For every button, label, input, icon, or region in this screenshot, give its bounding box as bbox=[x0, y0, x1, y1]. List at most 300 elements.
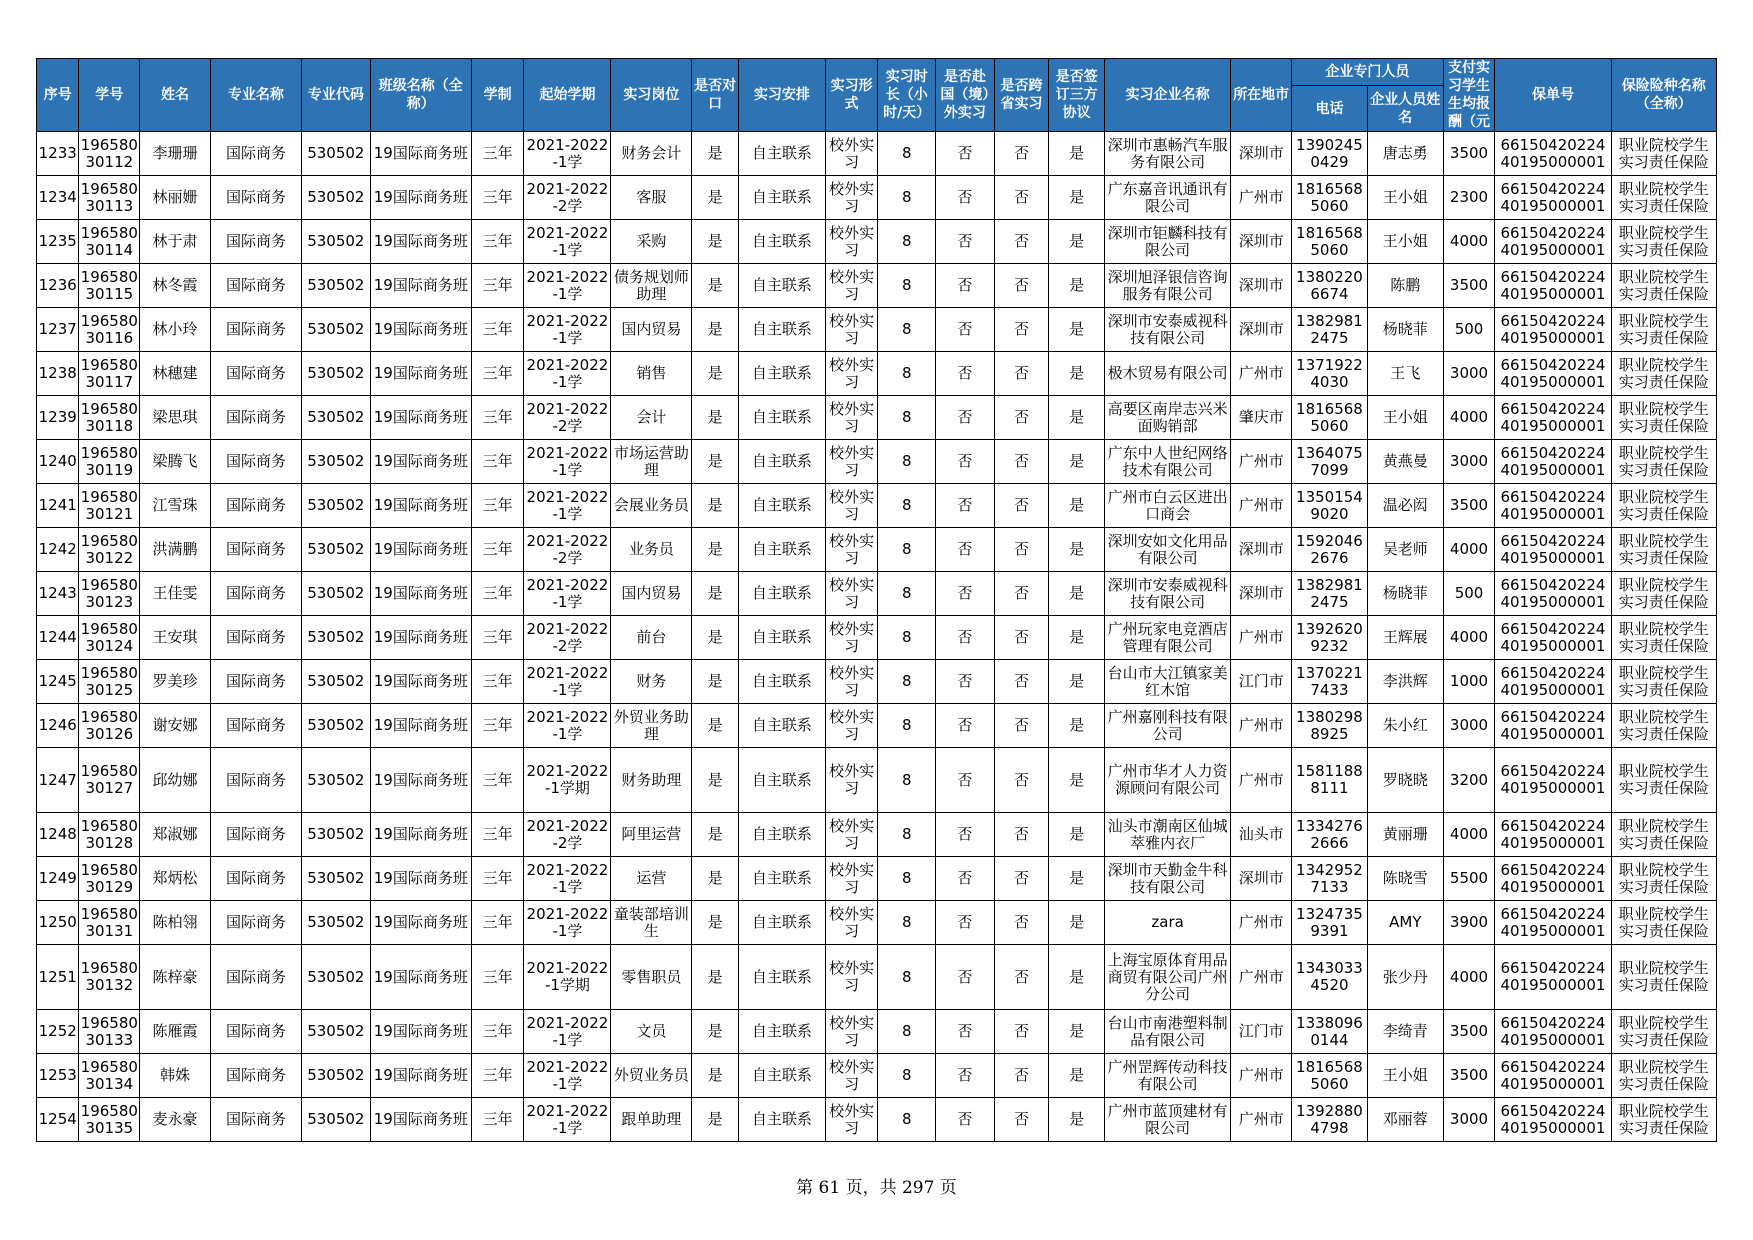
cell-contact: 吴老师 bbox=[1367, 528, 1443, 572]
cell-seq: 1244 bbox=[37, 616, 79, 660]
cell-post: 外贸业务员 bbox=[611, 1054, 692, 1098]
cell-id: 19658030126 bbox=[79, 704, 140, 748]
cell-dur: 三年 bbox=[471, 748, 524, 813]
cell-policy: 6615042022440195000001 bbox=[1495, 1054, 1611, 1098]
table-row bbox=[37, 176, 1717, 220]
cell-cls: 19国际商务班 bbox=[370, 220, 471, 264]
cell-tri: 是 bbox=[1049, 220, 1105, 264]
cell-city: 广州市 bbox=[1231, 176, 1292, 220]
table-row bbox=[37, 945, 1717, 1010]
cell-match: 是 bbox=[692, 264, 739, 308]
cell-seq: 1249 bbox=[37, 857, 79, 901]
cell-term: 2021-2022-1学 bbox=[524, 704, 611, 748]
cell-match: 是 bbox=[692, 572, 739, 616]
cell-pay: 3500 bbox=[1443, 132, 1495, 176]
cell-company: 广州嘉刚科技有限公司 bbox=[1104, 704, 1230, 748]
cell-cls: 19国际商务班 bbox=[370, 945, 471, 1010]
cell-ins: 职业院校学生实习责任保险 bbox=[1611, 132, 1716, 176]
cell-cross: 否 bbox=[994, 704, 1049, 748]
cell-dur: 三年 bbox=[471, 616, 524, 660]
cell-city: 广州市 bbox=[1231, 704, 1292, 748]
cell-policy: 6615042022440195000001 bbox=[1495, 528, 1611, 572]
cell-contact: 唐志勇 bbox=[1367, 132, 1443, 176]
cell-dur: 三年 bbox=[471, 857, 524, 901]
cell-code: 530502 bbox=[301, 440, 370, 484]
cell-city: 江门市 bbox=[1231, 1010, 1292, 1054]
cell-post: 市场运营助理 bbox=[611, 440, 692, 484]
cell-tri: 是 bbox=[1049, 132, 1105, 176]
cell-id: 19658030128 bbox=[79, 813, 140, 857]
cell-arr: 自主联系 bbox=[738, 616, 825, 660]
cell-code: 530502 bbox=[301, 220, 370, 264]
cell-match: 是 bbox=[692, 945, 739, 1010]
col-start-term: 起始学期 bbox=[524, 59, 611, 132]
cell-policy: 6615042022440195000001 bbox=[1495, 484, 1611, 528]
cell-major: 国际商务 bbox=[210, 308, 301, 352]
cell-phone: 13719224030 bbox=[1292, 352, 1368, 396]
cell-hours: 8 bbox=[878, 945, 936, 1010]
cell-arr: 自主联系 bbox=[738, 220, 825, 264]
cell-policy: 6615042022440195000001 bbox=[1495, 1098, 1611, 1142]
cell-phone: 13802988925 bbox=[1292, 704, 1368, 748]
cell-policy: 6615042022440195000001 bbox=[1495, 1010, 1611, 1054]
cell-abroad: 否 bbox=[936, 484, 995, 528]
cell-policy: 6615042022440195000001 bbox=[1495, 704, 1611, 748]
cell-hours: 8 bbox=[878, 264, 936, 308]
cell-city: 广州市 bbox=[1231, 484, 1292, 528]
cell-cross: 否 bbox=[994, 857, 1049, 901]
cell-company: 深圳市惠畅汽车服务有限公司 bbox=[1104, 132, 1230, 176]
cell-major: 国际商务 bbox=[210, 616, 301, 660]
cell-id: 19658030122 bbox=[79, 528, 140, 572]
cell-phone: 13247359391 bbox=[1292, 901, 1368, 945]
cell-term: 2021-2022-2学 bbox=[524, 176, 611, 220]
table-body bbox=[37, 132, 1717, 1142]
cell-tri: 是 bbox=[1049, 528, 1105, 572]
cell-major: 国际商务 bbox=[210, 857, 301, 901]
cell-arr: 自主联系 bbox=[738, 308, 825, 352]
cell-term: 2021-2022-1学 bbox=[524, 484, 611, 528]
cell-phone: 18165685060 bbox=[1292, 176, 1368, 220]
cell-abroad: 否 bbox=[936, 352, 995, 396]
table-row bbox=[37, 132, 1717, 176]
cell-pay: 4000 bbox=[1443, 945, 1495, 1010]
cell-major: 国际商务 bbox=[210, 1010, 301, 1054]
cell-code: 530502 bbox=[301, 396, 370, 440]
cell-tri: 是 bbox=[1049, 176, 1105, 220]
cell-hours: 8 bbox=[878, 704, 936, 748]
cell-dur: 三年 bbox=[471, 264, 524, 308]
cell-code: 530502 bbox=[301, 660, 370, 704]
cell-name: 梁腾飞 bbox=[140, 440, 211, 484]
cell-cross: 否 bbox=[994, 132, 1049, 176]
cell-id: 19658030116 bbox=[79, 308, 140, 352]
cell-phone: 15920462676 bbox=[1292, 528, 1368, 572]
cell-cls: 19国际商务班 bbox=[370, 484, 471, 528]
cell-post: 运营 bbox=[611, 857, 692, 901]
cell-form: 校外实习 bbox=[825, 176, 878, 220]
cell-hours: 8 bbox=[878, 176, 936, 220]
cell-abroad: 否 bbox=[936, 132, 995, 176]
cell-hours: 8 bbox=[878, 857, 936, 901]
cell-hours: 8 bbox=[878, 396, 936, 440]
cell-cross: 否 bbox=[994, 264, 1049, 308]
cell-pay: 3000 bbox=[1443, 1098, 1495, 1142]
cell-abroad: 否 bbox=[936, 1098, 995, 1142]
cell-id: 19658030125 bbox=[79, 660, 140, 704]
cell-code: 530502 bbox=[301, 572, 370, 616]
cell-post: 采购 bbox=[611, 220, 692, 264]
cell-match: 是 bbox=[692, 901, 739, 945]
cell-cls: 19国际商务班 bbox=[370, 440, 471, 484]
col-matched: 是否对口 bbox=[692, 59, 739, 132]
cell-dur: 三年 bbox=[471, 1010, 524, 1054]
cell-hours: 8 bbox=[878, 813, 936, 857]
cell-abroad: 否 bbox=[936, 1054, 995, 1098]
cell-id: 19658030134 bbox=[79, 1054, 140, 1098]
cell-ins: 职业院校学生实习责任保险 bbox=[1611, 945, 1716, 1010]
cell-hours: 8 bbox=[878, 308, 936, 352]
cell-ins: 职业院校学生实习责任保险 bbox=[1611, 352, 1716, 396]
cell-hours: 8 bbox=[878, 901, 936, 945]
cell-cross: 否 bbox=[994, 176, 1049, 220]
cell-city: 广州市 bbox=[1231, 440, 1292, 484]
table-row bbox=[37, 660, 1717, 704]
cell-pay: 3000 bbox=[1443, 352, 1495, 396]
cell-ins: 职业院校学生实习责任保险 bbox=[1611, 1098, 1716, 1142]
cell-company: 极木贸易有限公司 bbox=[1104, 352, 1230, 396]
cell-ins: 职业院校学生实习责任保险 bbox=[1611, 901, 1716, 945]
cell-phone: 18165685060 bbox=[1292, 396, 1368, 440]
cell-phone: 18165685060 bbox=[1292, 220, 1368, 264]
cell-tri: 是 bbox=[1049, 440, 1105, 484]
cell-name: 王佳雯 bbox=[140, 572, 211, 616]
cell-abroad: 否 bbox=[936, 396, 995, 440]
cell-id: 19658030118 bbox=[79, 396, 140, 440]
cell-arr: 自主联系 bbox=[738, 1098, 825, 1142]
cell-name: 王安琪 bbox=[140, 616, 211, 660]
cell-pay: 3000 bbox=[1443, 440, 1495, 484]
cell-tri: 是 bbox=[1049, 857, 1105, 901]
cell-cross: 否 bbox=[994, 945, 1049, 1010]
cell-match: 是 bbox=[692, 352, 739, 396]
cell-cross: 否 bbox=[994, 901, 1049, 945]
col-insurance: 保险险种名称（全称） bbox=[1611, 59, 1716, 132]
cell-code: 530502 bbox=[301, 945, 370, 1010]
cell-match: 是 bbox=[692, 308, 739, 352]
cell-ins: 职业院校学生实习责任保险 bbox=[1611, 440, 1716, 484]
cell-major: 国际商务 bbox=[210, 484, 301, 528]
cell-company: 台山市大江镇家美红木馆 bbox=[1104, 660, 1230, 704]
cell-dur: 三年 bbox=[471, 704, 524, 748]
col-duration: 学制 bbox=[471, 59, 524, 132]
cell-hours: 8 bbox=[878, 572, 936, 616]
cell-name: 林穗建 bbox=[140, 352, 211, 396]
cell-hours: 8 bbox=[878, 616, 936, 660]
cell-post: 会展业务员 bbox=[611, 484, 692, 528]
cell-tri: 是 bbox=[1049, 901, 1105, 945]
col-major-name: 专业名称 bbox=[210, 59, 301, 132]
col-city: 所在地市 bbox=[1231, 59, 1292, 132]
cell-contact: 罗晓晓 bbox=[1367, 748, 1443, 813]
cell-code: 530502 bbox=[301, 264, 370, 308]
cell-cls: 19国际商务班 bbox=[370, 748, 471, 813]
cell-id: 19658030133 bbox=[79, 1010, 140, 1054]
cell-match: 是 bbox=[692, 132, 739, 176]
cell-form: 校外实习 bbox=[825, 440, 878, 484]
cell-form: 校外实习 bbox=[825, 220, 878, 264]
table-row bbox=[37, 220, 1717, 264]
cell-arr: 自主联系 bbox=[738, 352, 825, 396]
cell-arr: 自主联系 bbox=[738, 132, 825, 176]
cell-city: 深圳市 bbox=[1231, 528, 1292, 572]
cell-contact: 王小姐 bbox=[1367, 220, 1443, 264]
cell-name: 谢安娜 bbox=[140, 704, 211, 748]
cell-cross: 否 bbox=[994, 660, 1049, 704]
cell-phone: 13380960144 bbox=[1292, 1010, 1368, 1054]
cell-company: 深圳旭泽银信咨询服务有限公司 bbox=[1104, 264, 1230, 308]
cell-hours: 8 bbox=[878, 440, 936, 484]
cell-cls: 19国际商务班 bbox=[370, 572, 471, 616]
cell-code: 530502 bbox=[301, 1010, 370, 1054]
cell-cross: 否 bbox=[994, 1098, 1049, 1142]
cell-pay: 1000 bbox=[1443, 660, 1495, 704]
table-row bbox=[37, 572, 1717, 616]
cell-contact: 朱小红 bbox=[1367, 704, 1443, 748]
cell-code: 530502 bbox=[301, 1098, 370, 1142]
cell-company: 广州市华才人力资源顾问有限公司 bbox=[1104, 748, 1230, 813]
col-policy-no: 保单号 bbox=[1495, 59, 1611, 132]
cell-policy: 6615042022440195000001 bbox=[1495, 396, 1611, 440]
cell-seq: 1251 bbox=[37, 945, 79, 1010]
cell-policy: 6615042022440195000001 bbox=[1495, 660, 1611, 704]
cell-dur: 三年 bbox=[471, 901, 524, 945]
page-footer: 第 61 页，共 297 页 bbox=[796, 1178, 957, 1198]
cell-major: 国际商务 bbox=[210, 440, 301, 484]
cell-policy: 6615042022440195000001 bbox=[1495, 901, 1611, 945]
cell-city: 深圳市 bbox=[1231, 572, 1292, 616]
cell-tri: 是 bbox=[1049, 308, 1105, 352]
cell-dur: 三年 bbox=[471, 484, 524, 528]
cell-phone: 13829812475 bbox=[1292, 308, 1368, 352]
table-row bbox=[37, 440, 1717, 484]
cell-tri: 是 bbox=[1049, 484, 1105, 528]
cell-tri: 是 bbox=[1049, 945, 1105, 1010]
cell-pay: 4000 bbox=[1443, 616, 1495, 660]
cell-policy: 6615042022440195000001 bbox=[1495, 857, 1611, 901]
cell-id: 19658030112 bbox=[79, 132, 140, 176]
cell-pay: 5500 bbox=[1443, 857, 1495, 901]
table-header bbox=[37, 59, 1717, 132]
cell-name: 韩姝 bbox=[140, 1054, 211, 1098]
cell-abroad: 否 bbox=[936, 1010, 995, 1054]
table-row bbox=[37, 1010, 1717, 1054]
cell-major: 国际商务 bbox=[210, 813, 301, 857]
cell-company: 深圳市安泰威视科技有限公司 bbox=[1104, 308, 1230, 352]
cell-name: 罗美珍 bbox=[140, 660, 211, 704]
cell-tri: 是 bbox=[1049, 352, 1105, 396]
cell-city: 广州市 bbox=[1231, 901, 1292, 945]
cell-id: 19658030114 bbox=[79, 220, 140, 264]
cell-city: 广州市 bbox=[1231, 945, 1292, 1010]
cell-contact: 李洪辉 bbox=[1367, 660, 1443, 704]
cell-id: 19658030115 bbox=[79, 264, 140, 308]
cell-abroad: 否 bbox=[936, 945, 995, 1010]
cell-seq: 1238 bbox=[37, 352, 79, 396]
cell-phone: 13640757099 bbox=[1292, 440, 1368, 484]
cell-abroad: 否 bbox=[936, 440, 995, 484]
cell-id: 19658030113 bbox=[79, 176, 140, 220]
cell-pay: 3500 bbox=[1443, 264, 1495, 308]
cell-abroad: 否 bbox=[936, 264, 995, 308]
cell-id: 19658030121 bbox=[79, 484, 140, 528]
cell-id: 19658030127 bbox=[79, 748, 140, 813]
cell-cls: 19国际商务班 bbox=[370, 1010, 471, 1054]
cell-ins: 职业院校学生实习责任保险 bbox=[1611, 396, 1716, 440]
cell-seq: 1245 bbox=[37, 660, 79, 704]
cell-name: 林冬霞 bbox=[140, 264, 211, 308]
cell-cross: 否 bbox=[994, 396, 1049, 440]
cell-city: 广州市 bbox=[1231, 748, 1292, 813]
cell-match: 是 bbox=[692, 704, 739, 748]
table-row bbox=[37, 813, 1717, 857]
cell-form: 校外实习 bbox=[825, 1098, 878, 1142]
cell-form: 校外实习 bbox=[825, 528, 878, 572]
cell-name: 陈雁霞 bbox=[140, 1010, 211, 1054]
col-arrangement: 实习安排 bbox=[738, 59, 825, 132]
cell-tri: 是 bbox=[1049, 748, 1105, 813]
cell-post: 前台 bbox=[611, 616, 692, 660]
cell-tri: 是 bbox=[1049, 660, 1105, 704]
cell-abroad: 否 bbox=[936, 308, 995, 352]
cell-form: 校外实习 bbox=[825, 572, 878, 616]
cell-ins: 职业院校学生实习责任保险 bbox=[1611, 176, 1716, 220]
col-phone: 电话 bbox=[1292, 86, 1368, 132]
cell-arr: 自主联系 bbox=[738, 748, 825, 813]
cell-policy: 6615042022440195000001 bbox=[1495, 132, 1611, 176]
cell-term: 2021-2022-1学 bbox=[524, 220, 611, 264]
table-row bbox=[37, 352, 1717, 396]
cell-abroad: 否 bbox=[936, 572, 995, 616]
cell-match: 是 bbox=[692, 528, 739, 572]
cell-hours: 8 bbox=[878, 484, 936, 528]
cell-city: 广州市 bbox=[1231, 1098, 1292, 1142]
cell-pay: 4000 bbox=[1443, 813, 1495, 857]
cell-contact: 邓丽蓉 bbox=[1367, 1098, 1443, 1142]
cell-dur: 三年 bbox=[471, 132, 524, 176]
cell-cls: 19国际商务班 bbox=[370, 616, 471, 660]
cell-post: 童装部培训生 bbox=[611, 901, 692, 945]
cell-policy: 6615042022440195000001 bbox=[1495, 572, 1611, 616]
cell-arr: 自主联系 bbox=[738, 484, 825, 528]
cell-name: 李珊珊 bbox=[140, 132, 211, 176]
cell-phone: 13902450429 bbox=[1292, 132, 1368, 176]
cell-post: 会计 bbox=[611, 396, 692, 440]
col-contact-name: 企业人员姓名 bbox=[1367, 86, 1443, 132]
cell-dur: 三年 bbox=[471, 308, 524, 352]
cell-term: 2021-2022-1学 bbox=[524, 901, 611, 945]
cell-id: 19658030131 bbox=[79, 901, 140, 945]
cell-ins: 职业院校学生实习责任保险 bbox=[1611, 748, 1716, 813]
col-cross-province: 是否跨省实习 bbox=[994, 59, 1049, 132]
cell-name: 梁思琪 bbox=[140, 396, 211, 440]
cell-term: 2021-2022-1学 bbox=[524, 1098, 611, 1142]
cell-arr: 自主联系 bbox=[738, 901, 825, 945]
cell-form: 校外实习 bbox=[825, 945, 878, 1010]
cell-arr: 自主联系 bbox=[738, 528, 825, 572]
cell-match: 是 bbox=[692, 176, 739, 220]
cell-policy: 6615042022440195000001 bbox=[1495, 945, 1611, 1010]
cell-arr: 自主联系 bbox=[738, 704, 825, 748]
cell-name: 麦永豪 bbox=[140, 1098, 211, 1142]
cell-ins: 职业院校学生实习责任保险 bbox=[1611, 1054, 1716, 1098]
cell-major: 国际商务 bbox=[210, 220, 301, 264]
cell-city: 肇庆市 bbox=[1231, 396, 1292, 440]
cell-seq: 1237 bbox=[37, 308, 79, 352]
cell-dur: 三年 bbox=[471, 352, 524, 396]
cell-major: 国际商务 bbox=[210, 1098, 301, 1142]
cell-term: 2021-2022-1学 bbox=[524, 264, 611, 308]
cell-match: 是 bbox=[692, 660, 739, 704]
cell-cross: 否 bbox=[994, 572, 1049, 616]
cell-seq: 1248 bbox=[37, 813, 79, 857]
cell-form: 校外实习 bbox=[825, 1054, 878, 1098]
cell-term: 2021-2022-2学 bbox=[524, 813, 611, 857]
cell-tri: 是 bbox=[1049, 1098, 1105, 1142]
cell-form: 校外实习 bbox=[825, 901, 878, 945]
cell-company: 广州罡辉传动科技有限公司 bbox=[1104, 1054, 1230, 1098]
cell-phone: 13429527133 bbox=[1292, 857, 1368, 901]
cell-seq: 1250 bbox=[37, 901, 79, 945]
cell-city: 广州市 bbox=[1231, 616, 1292, 660]
cell-seq: 1247 bbox=[37, 748, 79, 813]
col-contact-group: 企业专门人员 bbox=[1292, 59, 1444, 86]
cell-seq: 1235 bbox=[37, 220, 79, 264]
cell-major: 国际商务 bbox=[210, 528, 301, 572]
cell-dur: 三年 bbox=[471, 1054, 524, 1098]
cell-ins: 职业院校学生实习责任保险 bbox=[1611, 264, 1716, 308]
col-position: 实习岗位 bbox=[611, 59, 692, 132]
cell-ins: 职业院校学生实习责任保险 bbox=[1611, 660, 1716, 704]
cell-match: 是 bbox=[692, 484, 739, 528]
cell-ins: 职业院校学生实习责任保险 bbox=[1611, 528, 1716, 572]
cell-code: 530502 bbox=[301, 176, 370, 220]
cell-cross: 否 bbox=[994, 308, 1049, 352]
cell-tri: 是 bbox=[1049, 704, 1105, 748]
col-tripartite: 是否签订三方协议 bbox=[1049, 59, 1105, 132]
col-hours: 实习时长（小时/天） bbox=[878, 59, 936, 132]
cell-post: 业务员 bbox=[611, 528, 692, 572]
cell-arr: 自主联系 bbox=[738, 264, 825, 308]
cell-contact: 温必闳 bbox=[1367, 484, 1443, 528]
cell-dur: 三年 bbox=[471, 396, 524, 440]
cell-major: 国际商务 bbox=[210, 176, 301, 220]
cell-tri: 是 bbox=[1049, 264, 1105, 308]
cell-form: 校外实习 bbox=[825, 352, 878, 396]
cell-seq: 1246 bbox=[37, 704, 79, 748]
cell-contact: 王飞 bbox=[1367, 352, 1443, 396]
cell-form: 校外实习 bbox=[825, 616, 878, 660]
cell-post: 国内贸易 bbox=[611, 572, 692, 616]
table-row bbox=[37, 264, 1717, 308]
cell-code: 530502 bbox=[301, 813, 370, 857]
cell-company: 上海宝原体育用品商贸有限公司广州分公司 bbox=[1104, 945, 1230, 1010]
cell-contact: AMY bbox=[1367, 901, 1443, 945]
cell-city: 广州市 bbox=[1231, 352, 1292, 396]
cell-phone: 13928804798 bbox=[1292, 1098, 1368, 1142]
cell-hours: 8 bbox=[878, 1010, 936, 1054]
cell-seq: 1236 bbox=[37, 264, 79, 308]
